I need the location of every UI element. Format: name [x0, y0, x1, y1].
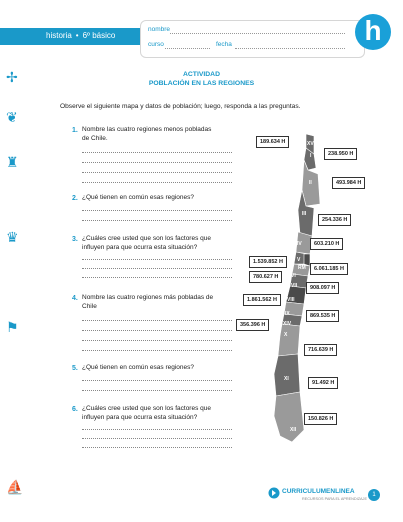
region-ii-population: 493.984 H	[332, 177, 365, 189]
region-viii-numeral: VIII	[287, 297, 295, 303]
answer-line[interactable]	[82, 259, 232, 260]
answer-line[interactable]	[82, 340, 232, 341]
question-text-cont: influyen para que ocurra esta situación?	[82, 243, 198, 251]
answer-line[interactable]	[82, 438, 232, 439]
region-xi-population: 91.492 H	[308, 377, 338, 389]
question-number: 3.	[72, 236, 78, 243]
question-1	[72, 126, 212, 144]
region-iii-numeral: III	[302, 211, 307, 217]
region-xii-population: 150.826 H	[304, 413, 337, 425]
region-xii-shape	[274, 392, 304, 442]
name-field[interactable]	[170, 33, 345, 34]
flag-icon: ⚑	[6, 319, 19, 335]
question-text: ¿Cuáles cree usted que son los factores que	[82, 405, 211, 412]
answer-line[interactable]	[82, 277, 232, 278]
answer-line[interactable]	[82, 152, 232, 153]
answer-line[interactable]	[82, 390, 232, 391]
question-number: 1.	[72, 127, 78, 134]
subject-header	[0, 28, 140, 45]
instructions-text: Observe el siguiente mapa y datos de población; luego, responda a las preguntas.	[60, 103, 301, 110]
region-iii-population: 254.336 H	[318, 214, 351, 226]
answer-line[interactable]	[82, 268, 232, 269]
activity-title: POBLACIÓN EN LAS REGIONES	[148, 80, 255, 87]
question-3	[72, 235, 211, 253]
region-xiv-numeral: XIV	[283, 321, 292, 327]
answer-line[interactable]	[82, 447, 232, 448]
answer-line[interactable]	[82, 350, 232, 351]
region-vi-population: 780.627 H	[249, 271, 282, 283]
region-xii-numeral: XII	[290, 427, 297, 433]
ship-icon: ⛵	[6, 479, 24, 495]
region-x-numeral: X	[284, 332, 288, 338]
answer-line[interactable]	[82, 429, 232, 430]
region-i-population: 238.950 H	[324, 148, 357, 160]
curriculum-logo-icon	[268, 487, 280, 499]
student-info-tab	[140, 20, 365, 58]
answer-line[interactable]	[82, 172, 232, 173]
question-4	[72, 294, 214, 312]
name-label: nombre	[148, 26, 171, 33]
question-text-cont: Chile	[82, 302, 97, 310]
region-v-population: 1.539.852 H	[249, 256, 287, 268]
region-xi-numeral: XI	[284, 376, 289, 382]
region-ii-numeral: II	[309, 180, 312, 186]
region-iv-numeral: IV	[297, 241, 302, 247]
region-vi-numeral: VI	[291, 273, 296, 279]
region-iv-population: 603.210 H	[310, 238, 343, 250]
answer-line[interactable]	[82, 220, 232, 221]
region-x-population: 716.639 H	[304, 344, 337, 356]
brand-logo: h	[355, 14, 391, 50]
region-vii-population: 908.097 H	[306, 282, 339, 294]
answer-line[interactable]	[82, 210, 232, 211]
date-label: fecha	[216, 41, 232, 48]
question-text: ¿Qué tienen en común esas regiones?	[82, 194, 195, 201]
question-text: Nombre las cuatro regiones menos pobladas	[82, 126, 212, 133]
question-number: 2.	[72, 195, 78, 202]
question-text: ¿Cuáles cree usted que son los factores que	[82, 235, 211, 242]
course-label: curso	[148, 41, 164, 48]
decorative-left-strip	[0, 0, 36, 522]
subject-label: historia	[46, 31, 72, 40]
activity-kicker: ACTIVIDAD	[182, 71, 220, 78]
region-rm-population: 6.061.185 H	[310, 263, 348, 275]
question-number: 5.	[72, 365, 78, 372]
region-xv-numeral: XV	[307, 141, 314, 147]
question-text-cont: influyen para que ocurra esta situación?	[82, 413, 198, 421]
question-5	[72, 364, 195, 373]
question-text-cont: de Chile.	[82, 134, 108, 142]
course-field[interactable]	[165, 48, 210, 49]
region-ix-numeral: IX	[285, 311, 290, 317]
header-separator: •	[75, 31, 79, 40]
region-xv-population: 189.634 H	[256, 136, 289, 148]
answer-line[interactable]	[82, 162, 232, 163]
region-x-shape	[278, 324, 300, 356]
question-2	[72, 194, 195, 203]
question-number: 6.	[72, 406, 78, 413]
date-field[interactable]	[235, 48, 345, 49]
region-xiv-population: 356.396 H	[236, 319, 269, 331]
answer-line[interactable]	[82, 380, 232, 381]
region-i-numeral: I	[310, 153, 312, 159]
answer-line[interactable]	[82, 330, 232, 331]
footer-brand: CURRICULUMENLINEA	[282, 488, 355, 495]
compass-icon: ✢	[6, 69, 18, 85]
region-xi-shape	[274, 354, 300, 396]
region-ix-population: 869.535 H	[306, 310, 339, 322]
region-viii-population: 1.861.562 H	[243, 294, 281, 306]
scroll-icon: ❦	[6, 109, 18, 125]
answer-line[interactable]	[82, 320, 232, 321]
question-number: 4.	[72, 295, 78, 302]
footer-tagline: RECURSOS PARA EL APRENDIZAJE	[302, 497, 367, 501]
grade-label: 6º básico	[82, 31, 116, 40]
question-text: Nombre las cuatro regiones más pobladas de	[82, 294, 214, 301]
region-v-numeral: V	[297, 257, 301, 263]
question-6	[72, 405, 211, 423]
question-text: ¿Qué tienen en común esas regiones?	[82, 364, 195, 371]
page-number: 1	[368, 489, 380, 501]
soldier-icon: ♜	[6, 154, 19, 170]
answer-line[interactable]	[82, 182, 232, 183]
crown-icon: ♛	[6, 229, 19, 245]
region-vii-numeral: VII	[291, 283, 298, 289]
region-rm-numeral: RM	[298, 265, 306, 271]
